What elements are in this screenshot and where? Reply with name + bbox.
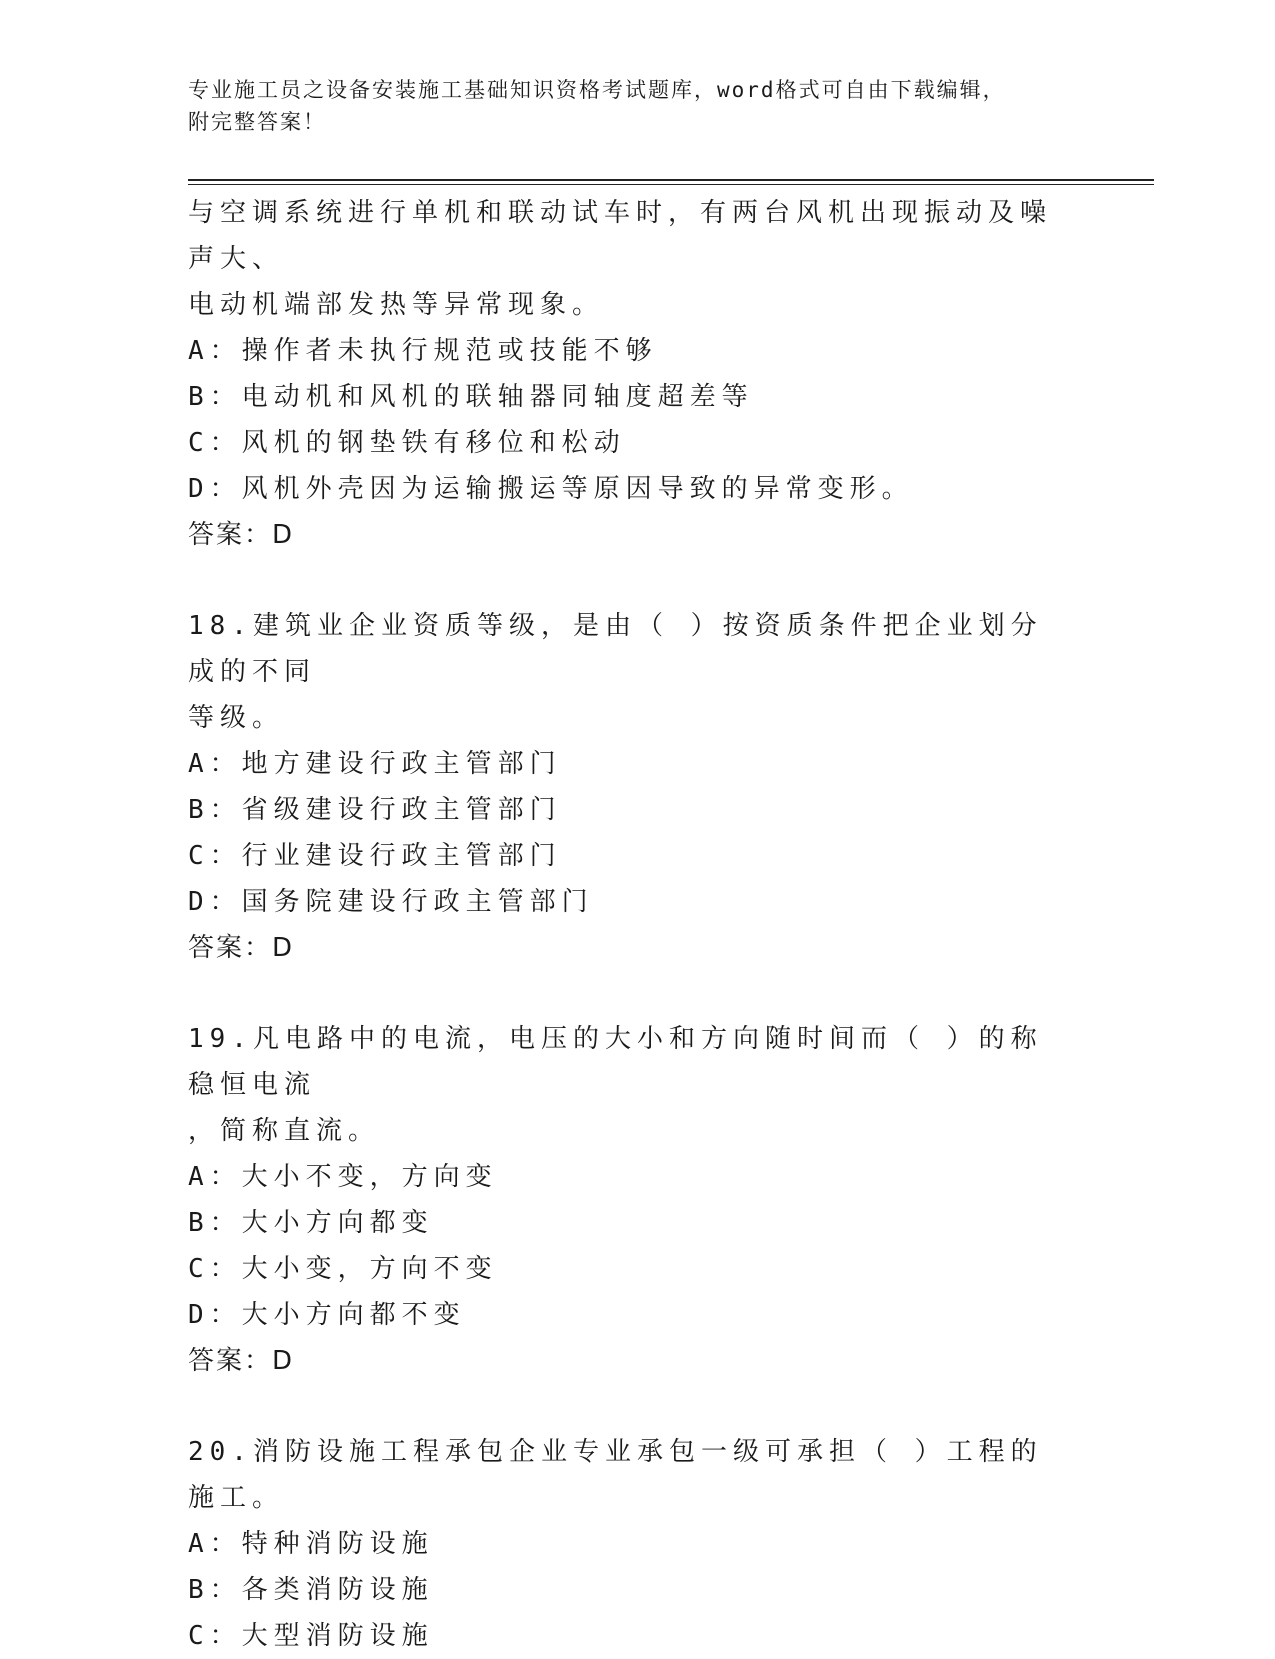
question-stem-line: 18.建筑业企业资质等级，是由（ ）按资质条件把企业划分成的不同 <box>188 611 1043 687</box>
question-stem-line: 电动机端部发热等异常现象。 <box>188 290 605 320</box>
option-b: B：各类消防设施 <box>188 1575 434 1605</box>
question-20 <box>188 1429 1068 1659</box>
question-stem-line: ，简称直流。 <box>188 1116 381 1146</box>
header-divider-thin <box>188 184 1154 185</box>
option-b: B：电动机和风机的联轴器同轴度超差等 <box>188 382 754 412</box>
option-c: C：风机的钢垫铁有移位和松动 <box>188 428 626 458</box>
option-d: D：大小方向都不变 <box>188 1300 466 1330</box>
document-header <box>188 74 1058 138</box>
option-a: A：特种消防设施 <box>188 1529 434 1559</box>
option-d: D：风机外壳因为运输搬运等原因导致的异常变形。 <box>188 474 914 504</box>
header-divider-thick <box>188 179 1154 181</box>
question-list <box>188 190 1068 1659</box>
question-spacer <box>188 971 1068 1016</box>
option-c: C：行业建设行政主管部门 <box>188 841 562 871</box>
question-stem-line: 等级。 <box>188 703 285 733</box>
answer-line: 答案：D <box>188 1346 295 1376</box>
question-stem-line: 20.消防设施工程承包企业专业承包一级可承担（ ）工程的施工。 <box>188 1437 1043 1513</box>
option-b: B：省级建设行政主管部门 <box>188 795 562 825</box>
question-19 <box>188 1016 1068 1384</box>
option-a: A：大小不变，方向变 <box>188 1162 498 1192</box>
option-c: C：大小变，方向不变 <box>188 1254 498 1284</box>
question-stem-line: 与空调系统进行单机和联动试车时，有两台风机出现振动及噪声大、 <box>188 198 1053 274</box>
answer-line: 答案：D <box>188 520 295 550</box>
question-17 <box>188 190 1068 558</box>
question-spacer <box>188 558 1068 603</box>
option-b: B：大小方向都变 <box>188 1208 434 1238</box>
answer-line: 答案：D <box>188 933 295 963</box>
option-a: A：操作者未执行规范或技能不够 <box>188 336 658 366</box>
option-c: C：大型消防设施 <box>188 1621 434 1651</box>
header-line-1: 专业施工员之设备安装施工基础知识资格考试题库，word格式可自由下载编辑， <box>188 78 1006 102</box>
option-d: D：国务院建设行政主管部门 <box>188 887 594 917</box>
header-line-2: 附完整答案！ <box>188 110 326 134</box>
question-spacer <box>188 1384 1068 1429</box>
question-stem-line: 19.凡电路中的电流，电压的大小和方向随时间而（ ）的称稳恒电流 <box>188 1024 1043 1100</box>
question-18 <box>188 603 1068 971</box>
option-a: A：地方建设行政主管部门 <box>188 749 562 779</box>
